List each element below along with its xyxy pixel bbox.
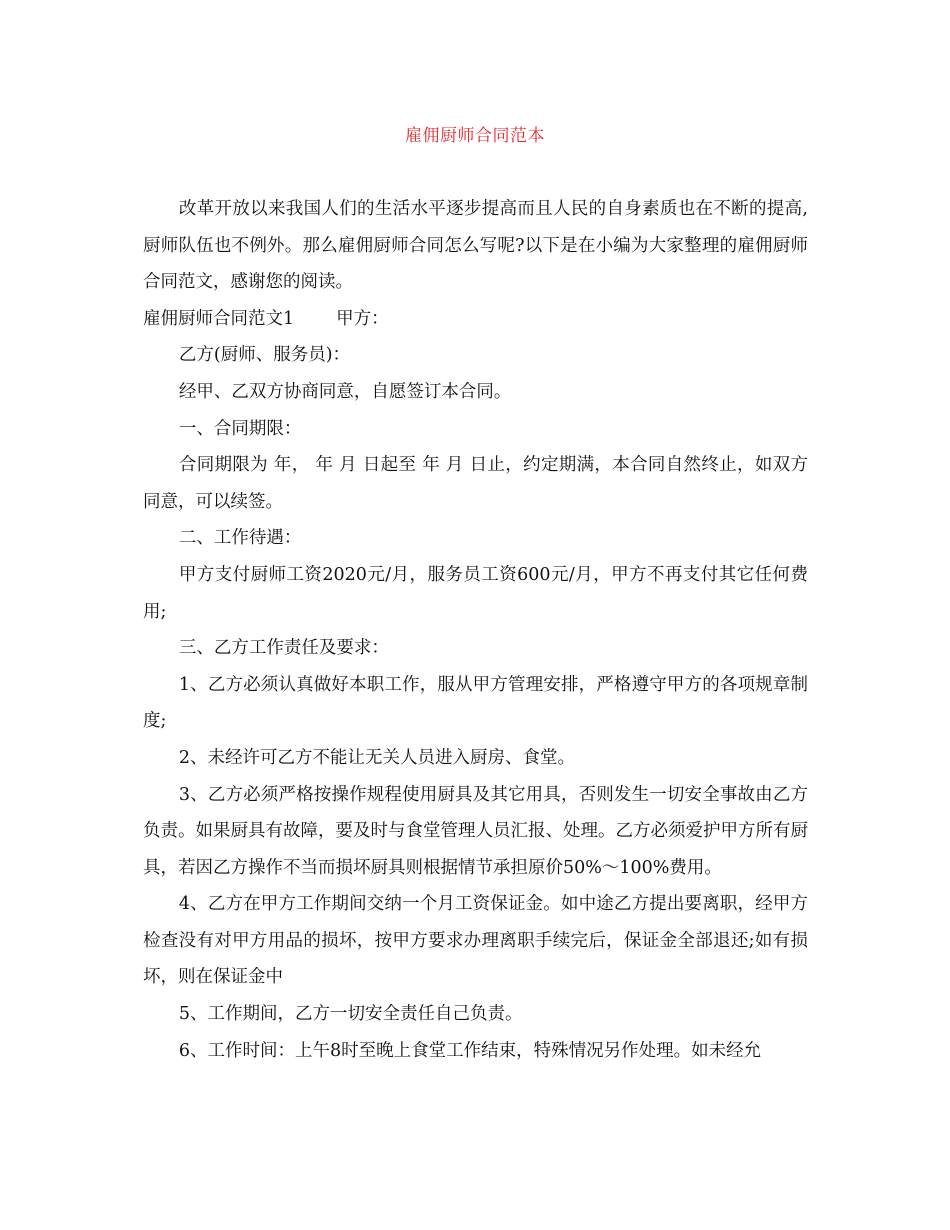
section-2-title: 二、工作待遇： [178,528,302,549]
section-3-item-2: 2、未经许可乙方不能让无关人员进入厨房、食堂。 [178,747,576,768]
section-3-item-3: 3、乙方必须严格按操作规程使用厨具及其它用具，否则发生一切安全事故由乙方负责。如果厨具有故障，要及时与食堂管理人员汇报、处理。乙方必须爱护甲方所有厨具，若因乙方操作不当而损坏厨具则根据情节承担原价50%～100%费用。 [143,784,808,878]
section-3-item-6: 6、工作时间：上午8时至晚上食堂工作结束，特殊情况另作处理。如未经允 [178,1040,762,1061]
section-2-body: 甲方支付厨师工资2020元/月，服务员工资600元/月，甲方不再支付其它任何费用; [143,564,808,622]
agreement-paragraph: 经甲、乙双方协商同意，自愿签订本合同。 [178,381,512,402]
section-3-item-4: 4、乙方在甲方工作期间交纳一个月工资保证金。如中途乙方提出要离职，经甲方检查没有对甲方用品的损坏，按甲方要求办理离职手续完后，保证金全部退还;如有损坏，则在保证金中 [143,894,808,988]
party-b-label: 乙方(厨师、服务员)： [178,345,351,366]
section-3-item-1: 1、乙方必须认真做好本职工作，服从甲方管理安排，严格遵守甲方的各项规章制度; [143,674,808,732]
intro-paragraph: 改革开放以来我国人们的生活水平逐步提高而且人民的自身素质也在不断的提高,厨师队伍也不例外。那么雇佣厨师合同怎么写呢?以下是在小编为大家整理的雇佣厨师合同范文，感谢您的阅读。 [143,199,808,293]
document-body [143,191,808,1069]
party-a-label: 甲方： [336,308,389,329]
section-3-title: 三、乙方工作责任及要求： [178,638,389,659]
section-1-title: 一、合同期限： [178,418,302,439]
section-1-body: 合同期限为 年， 年 月 日起至 年 月 日止，约定期满，本合同自然终止，如双方同意，可以续签。 [143,455,808,512]
document-title: 雇佣厨师合同范本 [405,126,545,146]
sample-heading-line [143,301,808,338]
section-3-item-5: 5、工作期间，乙方一切安全责任自己负责。 [178,1004,523,1025]
sample-heading: 雇佣厨师合同范文1 [143,308,295,329]
